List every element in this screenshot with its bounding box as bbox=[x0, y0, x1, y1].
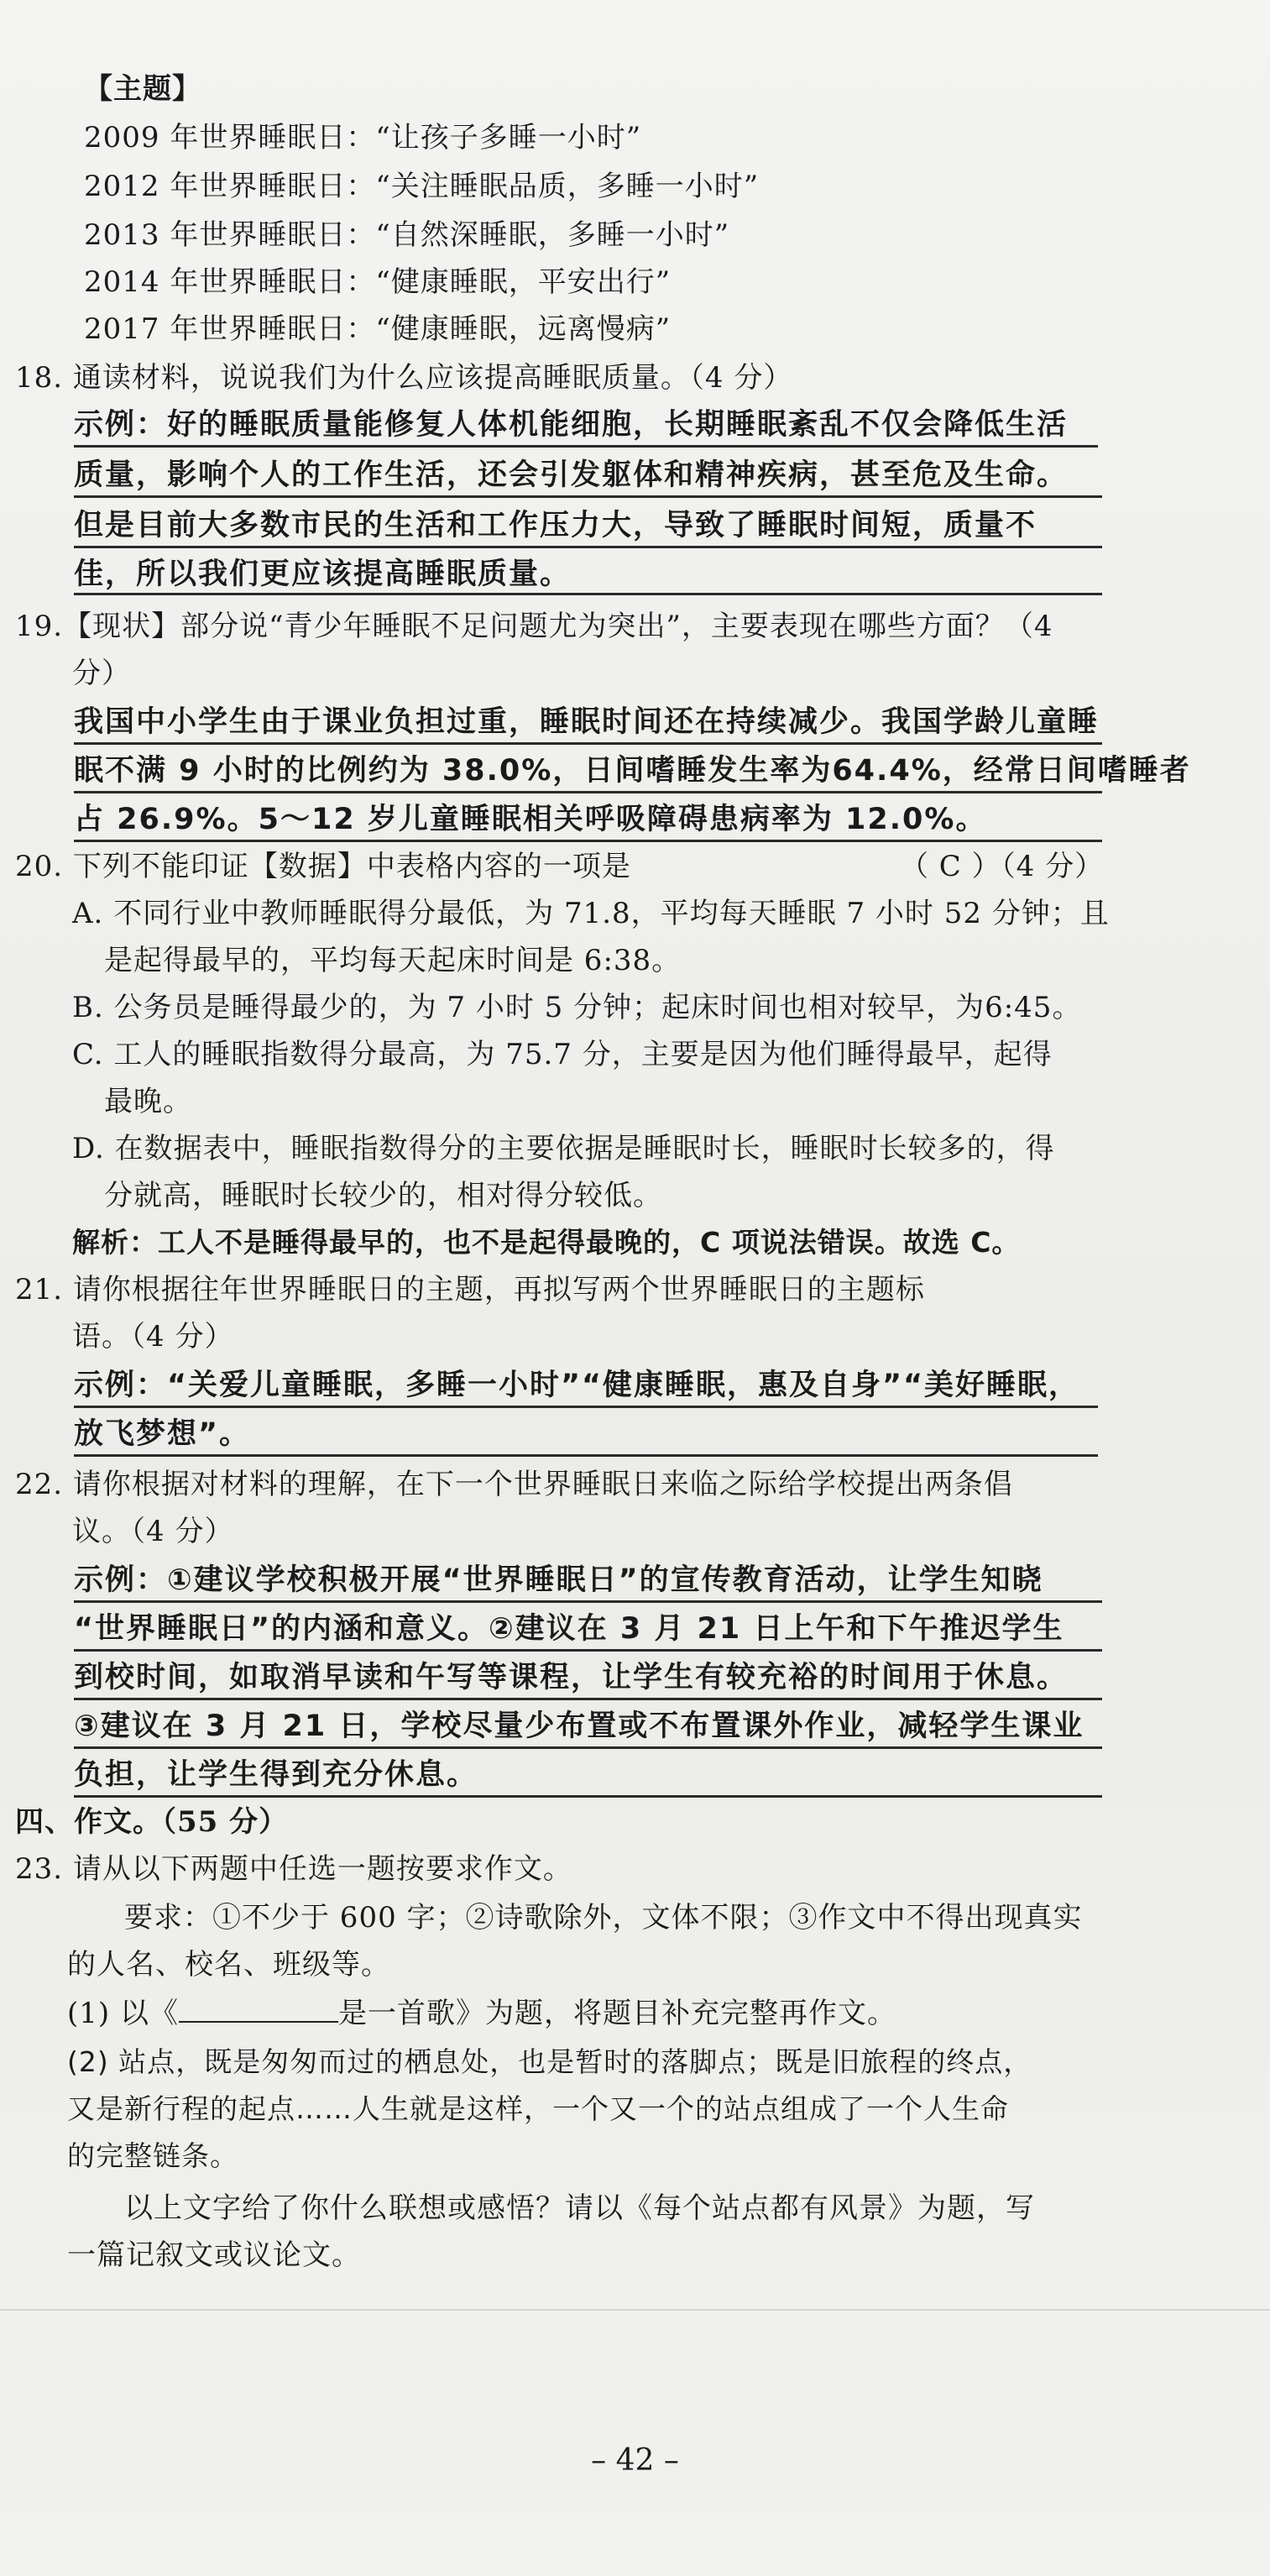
q19-answer-line-1: 我国中小学生由于课业负担过重，睡眠时间还在持续减少。我国学龄儿童睡 bbox=[74, 705, 1100, 739]
answer-underline bbox=[74, 1454, 1098, 1457]
q20-option-a-line-1: A. 不同行业中教师睡眠得分最低，为 71.8，平均每天睡眠 7 小时 52 分钟；且 bbox=[72, 897, 1110, 930]
q21-answer-line-2: 放飞梦想”。 bbox=[74, 1417, 251, 1451]
q22-answer-line-2: “世界睡眠日”的内涵和意义。②建议在 3 月 21 日上午和下午推迟学生 bbox=[74, 1612, 1064, 1646]
theme-2017: 2017 年世界睡眠日：“健康睡眠，远离慢病” bbox=[84, 312, 672, 346]
answer-underline bbox=[74, 1649, 1102, 1652]
q23-option-2-line-2: 又是新行程的起点……人生就是这样，一个又一个的站点组成了一个人生命 bbox=[67, 2092, 1009, 2125]
q23-option-2-line-1: (2) 站点，既是匆匆而过的栖息处，也是暂时的落脚点；既是旧旅程的终点， bbox=[67, 2045, 1032, 2078]
q23-requirements-line-2: 的人名、校名、班级等。 bbox=[67, 1948, 390, 1982]
q20-analysis: 解析：工人不是睡得最早的，也不是起得最晚的，C 项说法错误。故选 C。 bbox=[72, 1226, 1021, 1259]
q20-option-d-line-1: D. 在数据表中，睡眠指数得分的主要依据是睡眠时长，睡眠时长较多的，得 bbox=[72, 1132, 1055, 1165]
q18-question: 18. 通读材料，说说我们为什么应该提高睡眠质量。（4 分） bbox=[15, 361, 793, 395]
q23-option-1 bbox=[67, 1995, 896, 2032]
q19-question-line-1: 19.【现状】部分说“青少年睡眠不足问题尤为突出”，主要表现在哪些方面？（4 bbox=[15, 610, 1053, 643]
q20-option-c-line-1: C. 工人的睡眠指数得分最高，为 75.7 分，主要是因为他们睡得最早，起得 bbox=[72, 1038, 1053, 1071]
theme-2009: 2009 年世界睡眠日：“让孩子多睡一小时” bbox=[84, 121, 642, 154]
q20-question: 20. 下列不能印证【数据】中表格内容的一项是 bbox=[15, 850, 631, 883]
answer-underline bbox=[74, 1795, 1102, 1798]
q21-question-line-1: 21. 请你根据往年世界睡眠日的主题，再拟写两个世界睡眠日的主题标 bbox=[15, 1273, 925, 1306]
q22-answer-line-3: 到校时间，如取消早读和午写等课程，让学生有较充裕的时间用于休息。 bbox=[74, 1661, 1069, 1694]
q18-answer-line-4: 佳，所以我们更应该提高睡眠质量。 bbox=[74, 558, 572, 591]
q22-question-line-1: 22. 请你根据对材料的理解，在下一个世界睡眠日来临之际给学校提出两条倡 bbox=[15, 1468, 1013, 1501]
page-divider bbox=[0, 2309, 1270, 2311]
answer-underline bbox=[74, 495, 1102, 498]
answer-underline bbox=[74, 840, 1102, 842]
q18-answer-line-2: 质量，影响个人的工作生活，还会引发躯体和精神疾病，甚至危及生命。 bbox=[74, 458, 1069, 492]
q21-answer-line-1: 示例：“关爱儿童睡眠，多睡一小时”“健康睡眠，惠及自身”“美好睡眠， bbox=[74, 1369, 1080, 1402]
q23-option-1-suffix: 是一首歌》为题，将题目补充完整再作文。 bbox=[337, 1997, 896, 2030]
q18-answer-line-1: 示例：好的睡眠质量能修复人体机能细胞，长期睡眠紊乱不仅会降低生活 bbox=[74, 408, 1069, 442]
q23-option-1-prefix: (1) 以《 bbox=[67, 1997, 179, 2030]
q23-prompt-line-2: 一篇记叙文或议论文。 bbox=[67, 2238, 361, 2272]
q19-answer-line-2: 眠不满 9 小时的比例约为 38.0%，日间嗜睡发生率为64.4%，经常日间嗜睡者 bbox=[74, 754, 1191, 788]
answer-underline bbox=[74, 546, 1102, 548]
q19-answer-line-3: 占 26.9%。5～12 岁儿童睡眠相关呼吸障碍患病率为 12.0%。 bbox=[74, 803, 987, 836]
theme-2014: 2014 年世界睡眠日：“健康睡眠，平安出行” bbox=[84, 265, 672, 299]
theme-2013: 2013 年世界睡眠日：“自然深睡眠，多睡一小时” bbox=[84, 218, 730, 252]
q21-question-line-2: 语。（4 分） bbox=[72, 1320, 234, 1353]
page-number: – 42 – bbox=[591, 2443, 679, 2478]
q22-answer-line-4: ③建议在 3 月 21 日，学校尽量少布置或不布置课外作业，减轻学生课业 bbox=[74, 1709, 1084, 1743]
answer-underline bbox=[74, 742, 1102, 745]
q23-prompt-line-1: 以上文字给了你什么联想或感悟？请以《每个站点都有风景》为题，写 bbox=[124, 2191, 1035, 2225]
answer-underline bbox=[74, 445, 1098, 448]
q20-option-b: B. 公务员是睡得最少的，为 7 小时 5 分钟；起床时间也相对较早，为6:45。 bbox=[72, 991, 1082, 1024]
q20-option-d-line-2: 分就高，睡眠时长较少的，相对得分较低。 bbox=[104, 1179, 662, 1212]
q23-question: 23. 请从以下两题中任选一题按要求作文。 bbox=[15, 1852, 572, 1886]
answer-underline bbox=[74, 791, 1102, 793]
themes-heading: 【主题】 bbox=[84, 72, 201, 106]
q23-requirements-line-1: 要求：①不少于 600 字；②诗歌除外，文体不限；③作文中不得出现真实 bbox=[124, 1901, 1083, 1935]
q19-question-line-2: 分） bbox=[72, 657, 131, 690]
title-blank[interactable] bbox=[179, 1996, 338, 2023]
q18-answer-line-3: 但是目前大多数市民的生活和工作压力大，导致了睡眠时间短，质量不 bbox=[74, 509, 1037, 542]
q22-question-line-2: 议。（4 分） bbox=[72, 1515, 234, 1548]
q20-option-a-line-2: 是起得最早的，平均每天起床时间是 6:38。 bbox=[104, 944, 682, 977]
q22-answer-line-5: 负担，让学生得到充分休息。 bbox=[74, 1758, 478, 1792]
answer-underline bbox=[74, 1698, 1102, 1700]
answer-underline bbox=[74, 1746, 1102, 1749]
q23-option-2-line-3: 的完整链条。 bbox=[67, 2139, 238, 2172]
answer-underline bbox=[74, 593, 1102, 595]
q20-answer-mark: （ C ）（4 分） bbox=[900, 850, 1105, 883]
q22-answer-line-1: 示例：①建议学校积极开展“世界睡眠日”的宣传教育活动，让学生知晓 bbox=[74, 1563, 1043, 1597]
q20-option-c-line-2: 最晚。 bbox=[104, 1085, 192, 1118]
answer-underline bbox=[74, 1406, 1098, 1408]
theme-2012: 2012 年世界睡眠日：“关注睡眠品质，多睡一小时” bbox=[84, 170, 760, 203]
answer-underline bbox=[74, 1600, 1102, 1603]
section-4-heading: 四、作文。（55 分） bbox=[15, 1805, 289, 1839]
